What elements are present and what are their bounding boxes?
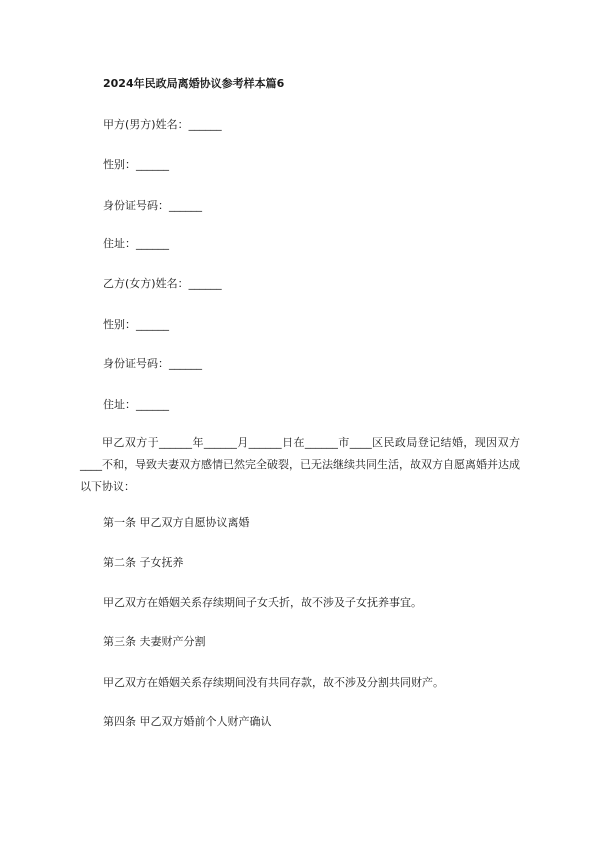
party-b-name: 乙方(女方)姓名：______ — [103, 277, 222, 290]
document-title: 2024年民政局离婚协议参考样本篇6 — [103, 77, 285, 90]
party-a-gender: 性别：______ — [103, 158, 169, 171]
intro-paragraph: 甲乙双方于______年______月______日在______市____区民政局登记结婚，现因双方____不和，导致夫妻双方感情已然完全破裂，已无法继续共同生活，故双方自愿离婚并达成以下协议： — [80, 436, 520, 493]
party-b-gender: 性别：______ — [103, 318, 169, 331]
article-2-heading: 第二条 子女抚养 — [103, 556, 184, 569]
article-2-body: 甲乙双方在婚姻关系存续期间子女夭折，故不涉及子女抚养事宜。 — [103, 596, 422, 609]
party-b-id-number: 身份证号码：______ — [103, 357, 202, 370]
party-a-id-number: 身份证号码：______ — [103, 199, 202, 212]
party-b-address: 住址：______ — [103, 398, 169, 411]
article-4-heading: 第四条 甲乙双方婚前个人财产确认 — [103, 715, 272, 728]
party-a-name: 甲方(男方)姓名：______ — [103, 118, 222, 131]
article-3-body: 甲乙双方在婚姻关系存续期间没有共同存款，故不涉及分割共同财产。 — [103, 676, 444, 689]
article-1-heading: 第一条 甲乙双方自愿协议离婚 — [103, 516, 250, 529]
party-a-address: 住址：______ — [103, 237, 169, 250]
article-3-heading: 第三条 夫妻财产分割 — [103, 635, 206, 648]
